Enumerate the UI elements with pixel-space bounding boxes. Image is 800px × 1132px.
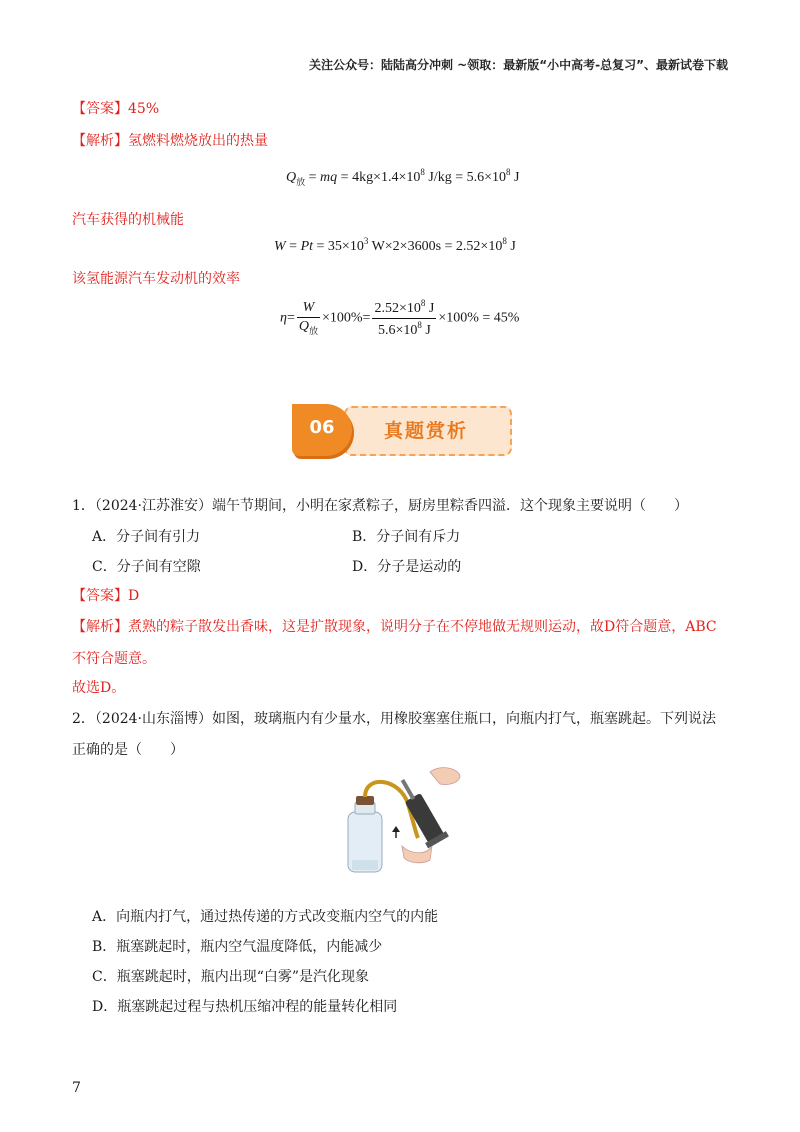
q1-option-a: A．分子间有引力	[92, 529, 201, 545]
hand	[430, 768, 460, 785]
q1-analysis-line1	[72, 616, 717, 636]
q1-stem: 1．（2024·江苏淮安）端午节期间，小明在家煮粽子，厨房里粽香四溢．这个现象主要说明（ ）	[72, 498, 688, 514]
formula-work: $W = Pt = 35\times 10^3$ $W\times 2\times 3600s = 2.52\times 10^8$ J	[274, 236, 516, 254]
q2-option-b: B．瓶塞跳起时，瓶内空气温度降低，内能减少	[92, 939, 383, 955]
q2-option-c: C．瓶塞跳起时，瓶内出现“白雾”是汽化现象	[92, 969, 370, 985]
q1-answer-line	[72, 585, 139, 605]
page-number: 7	[72, 1080, 81, 1096]
analysis-tag: 【解析】	[72, 619, 128, 635]
analysis-tag: 【解析】	[72, 133, 128, 149]
prev-analysis-line	[72, 130, 268, 150]
arrow-head	[392, 826, 400, 832]
page-header: 关注公众号：陆陆高分冲刺 ~领取：最新版“小中高考-总复习”、最新试卷下载	[309, 58, 728, 72]
prev-answer-line	[72, 98, 159, 118]
analysis-text: 煮熟的粽子散发出香味，这是扩散现象，说明分子在不停地做无规则运动，故D符合题意，ABC	[128, 619, 717, 635]
q1-conclusion: 故选D。	[72, 680, 126, 696]
q2-option-a: A．向瓶内打气，通过热传递的方式改变瓶内空气的内能	[92, 909, 439, 925]
answer-tag: 【答案】	[72, 101, 128, 117]
q1-option-d: D．分子是运动的	[352, 559, 462, 575]
analysis-intro: 氢燃料燃烧放出的热量	[128, 133, 268, 149]
hand-lower	[402, 846, 432, 863]
bottle-water	[352, 860, 378, 870]
formula-efficiency: η= $\frac{W}{Q_放}$ ×100%= $\frac{2.52\times 10^8 J}{5.6\times 10^8 J}$ ×100% = 45%	[280, 298, 520, 338]
q2-stem-line2: 正确的是（ ）	[72, 742, 184, 758]
q1-option-c: C．分子间有空隙	[92, 559, 201, 575]
section-number: 06	[309, 417, 335, 438]
formula-heat: $Q_放$ = mq = $4kg\times 1.4\times 10^8$ $J/kg = 5.6\times 10^8$ J	[286, 167, 520, 187]
bottle-pump-illustration	[330, 764, 470, 882]
q2-option-d: D．瓶塞跳起过程与热机压缩冲程的能量转化相同	[92, 999, 398, 1015]
mechanical-energy-label: 汽车获得的机械能	[72, 212, 184, 228]
answer-tag: 【答案】	[72, 588, 128, 604]
q1-option-b: B．分子间有斥力	[352, 529, 461, 545]
answer-value: 45%	[128, 101, 160, 117]
section-badge	[292, 404, 510, 460]
rubber-stopper	[356, 796, 374, 805]
section-title: 真题赏析	[384, 420, 469, 442]
q2-stem-line1: 2．（2024·山东淄博）如图，玻璃瓶内有少量水，用橡胶塞塞住瓶口，向瓶内打气，瓶塞跳起。下列说法	[72, 711, 716, 727]
answer-value: D	[128, 588, 140, 604]
q1-analysis-line2: 不符合题意。	[72, 651, 156, 667]
efficiency-label: 该氢能源汽车发动机的效率	[72, 271, 240, 287]
